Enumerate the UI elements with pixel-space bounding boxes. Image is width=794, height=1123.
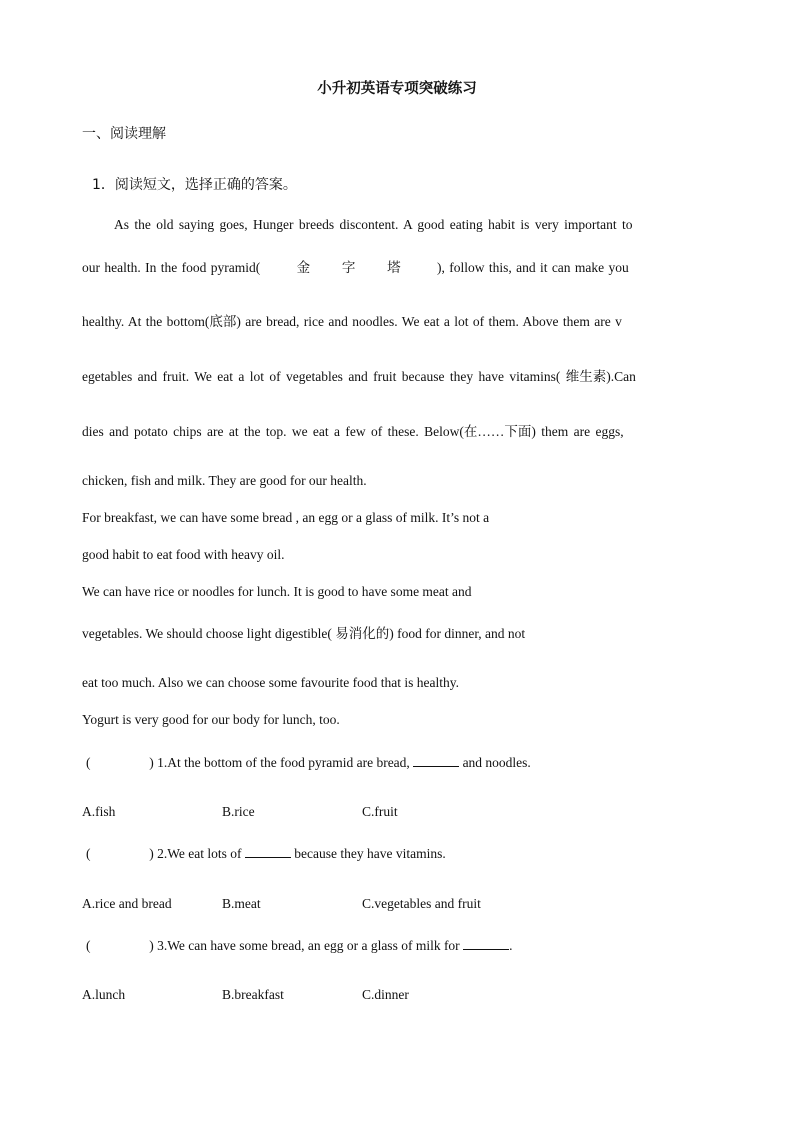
option-a[interactable]: A.lunch: [82, 987, 126, 1002]
passage-line-4: egetables and fruit. We eat a lot of vegetables and fruit because they have vitamins( 维生素).Can: [82, 369, 636, 384]
answer-paren-close: ): [149, 938, 154, 953]
passage-line-8: good habit to eat food with heavy oil.: [82, 547, 285, 562]
passage-line-5: dies and potato chips are at the top. we eat a few of these. Below(在……下面) them are eggs,: [82, 424, 624, 439]
question-1-text-after: and noodles.: [459, 755, 531, 770]
question-2-text-before: 2.We eat lots of: [157, 846, 245, 861]
document-title: 小升初英语专项突破练习: [317, 81, 477, 97]
question-3-text-before: 3.We can have some bread, an egg or a glass of milk for: [157, 938, 464, 953]
passage-line-2-chinese: 金 字 塔: [296, 260, 401, 276]
passage-line-1: As the old saying goes, Hunger breeds discontent. A good eating habit is very important to: [114, 217, 633, 232]
option-b[interactable]: B.meat: [222, 896, 261, 911]
question-2-text-after: because they have vitamins.: [290, 846, 446, 861]
passage-line-2: [82, 259, 629, 277]
option-c[interactable]: C.fruit: [362, 804, 398, 819]
question-1-text-before: 1.At the bottom of the food pyramid are bread,: [157, 755, 414, 770]
passage-line-2-end: ), follow this, and it can make you: [436, 260, 629, 275]
option-b[interactable]: B.breakfast: [222, 987, 284, 1002]
passage-line-7: For breakfast, we can have some bread , an egg or a glass of milk. It’s not a: [82, 510, 490, 525]
question-3: [86, 937, 512, 955]
option-b[interactable]: B.rice: [222, 804, 255, 819]
fill-blank[interactable]: [245, 845, 291, 858]
option-c[interactable]: C.vegetables and fruit: [362, 896, 481, 911]
fill-blank[interactable]: [463, 937, 509, 950]
answer-paren-open: (: [86, 938, 91, 953]
option-a[interactable]: A.rice and bread: [82, 896, 172, 911]
option-c[interactable]: C.dinner: [362, 987, 409, 1002]
answer-paren-close: ): [149, 846, 154, 861]
passage-line-11: eat too much. Also we can choose some favourite food that is healthy.: [82, 675, 460, 690]
answer-paren-close: ): [149, 755, 154, 770]
passage-line-12: Yogurt is very good for our body for lunch, too.: [82, 712, 340, 727]
question-heading: 1．阅读短文，选择正确的答案。: [92, 177, 297, 193]
question-1: [86, 754, 531, 772]
passage-line-6: chicken, fish and milk. They are good for our health.: [82, 473, 367, 488]
passage-line-10: vegetables. We should choose light digestible( 易消化的) food for dinner, and not: [82, 626, 526, 641]
answer-paren-open: (: [86, 846, 91, 861]
question-2: [86, 845, 446, 863]
option-a[interactable]: A.fish: [82, 804, 116, 819]
question-3-text-after: .: [509, 938, 513, 953]
passage-line-9: We can have rice or noodles for lunch. It is good to have some meat and: [82, 584, 472, 599]
passage-line-3: healthy. At the bottom(底部) are bread, rice and noodles. We eat a lot of them. Above them are v: [82, 314, 622, 329]
fill-blank[interactable]: [413, 754, 459, 767]
section-heading: 一、阅读理解: [82, 126, 166, 142]
passage-line-2-start: our health. In the food pyramid(: [82, 260, 261, 275]
answer-paren-open: (: [86, 755, 91, 770]
